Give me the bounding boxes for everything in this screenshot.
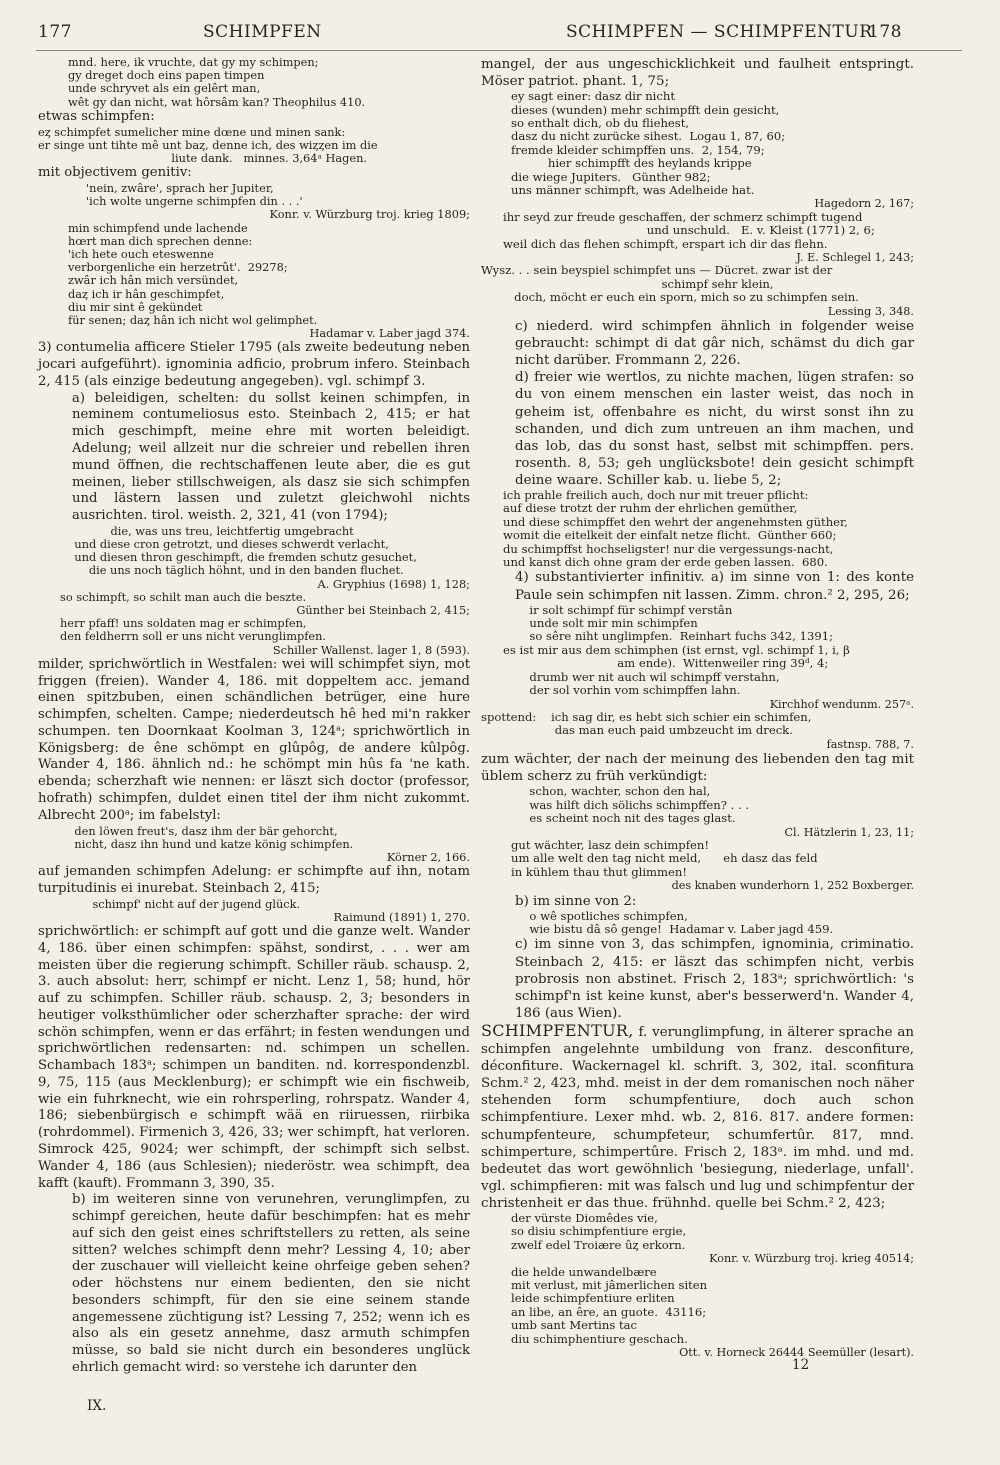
verse-line: verborgenliche ein herzetrût'. 29278; xyxy=(68,260,288,275)
header-title-right: SCHIMPFEN — SCHIMPFENTUR xyxy=(566,22,873,42)
verse-line: 'ich wolte ungerne schimpfen din . . .' xyxy=(68,194,303,209)
verse-line: wêt gy dan nicht, wat hôrsâm kan? Theophilus 410. xyxy=(68,94,366,109)
page-number-right: 178 xyxy=(868,22,902,42)
verse-line: auf diese trotzt der ruhm der ehrlichen gemüther, xyxy=(503,501,798,516)
verse-line: die, was uns treu, leichtfertig umgebracht xyxy=(60,523,354,538)
verse-line: 'ich hete ouch eteswenne xyxy=(68,246,214,261)
verse-line: schon, wachter, schon den hal, xyxy=(511,784,711,799)
verse-line: für senen; daȥ hân ich nicht wol gelimphet. xyxy=(68,312,318,327)
verse-line: dasz du nicht zurücke sihest. Logau 1, 87, 60; xyxy=(511,129,786,144)
entry-paragraph: milder, sprichwörtlich in Westfalen: wei will schimpfet siyn, mot friggen (freien). Wander 4, 186. mit doppeltem acc. jemand einen spitzbuben, einen schändlichen betrüger, eine hure schimpfen, schelten. Campe; niederdeutsch hê hed mi'n rakker schumpen. ten Doornkaat Koolman 3, 124ᵃ; sprichwörtlich in Königsberg: de êne schömpt en glûpôg, de andere kûlpôg. Wander 4, 186. ähnlich nd.: he schömpt min hûs fa 'ne kath. ebenda; scherzhaft wie nennen: er läszt sich doctor (professor, hofrath) schimpfen, duldet einen titel der ihm nicht zukommt. Albrecht 200ᵃ; im fabelstyl: xyxy=(38,656,470,823)
page-number-left: 177 xyxy=(38,22,72,42)
verse-line: so enthalt dich, ob du fliehest, xyxy=(511,116,690,130)
verse-line: ich prahle freilich auch, doch nur mit treuer pflicht: xyxy=(503,488,809,503)
verse-line: schimpf sehr klein, xyxy=(481,276,774,291)
verse-line: herr pfaff! uns soldaten mag er schimpfen, xyxy=(60,616,307,631)
verse-line: min schimpfend unde lachende xyxy=(68,220,248,235)
verse-line: weil dich das flehen schimpft, erspart ich dir das flehn. xyxy=(503,236,828,251)
verse-line: an libe, an êre, an guote. 43116; xyxy=(511,1304,707,1319)
verse-line: gut wächter, lasz dein schimpfen! xyxy=(511,837,710,852)
verse-line: und kanst dich ohne gram der erde geben lassen. 680. xyxy=(503,555,828,570)
verse-line: es ist mir aus dem schimphen (ist ernst, vgl. schimpf 1, i, β xyxy=(503,642,850,657)
entry-paragraph: 3) contumelia afficere Stieler 1795 (als zweite bedeutung neben jocari aufgeführt). ignominia adficio, probrum infero. Steinbach 2, 415 (als einzige bedeutung angegeben). vgl. schimpf 3. xyxy=(38,340,470,389)
verse-line: drumb wer nit auch wil schimpff verstahn, xyxy=(511,669,780,684)
sheet-signature: 12 xyxy=(792,1357,810,1373)
citation: J. E. Schlegel 1, 243; xyxy=(796,251,914,265)
citation: fastnsp. 788, 7. xyxy=(826,737,914,751)
verse-line: ir solt schimpf für schimpf verstân xyxy=(511,602,733,617)
entry-paragraph: a) beleidigen, schelten: du sollst keinen schimpfen, in neminem contumeliosus esto. Steinbach 2, 415; er hat mich geschimpft, meine ehre mit worten beleidigt. Adelung; weil allzeit nur die schreier und rebellen ihren mund öffnen, die rechtschaffenen leute aber, die es gut meinen, lieber stillschweigen, als dasz sie sich schimpfen und lästern lassen und zuletzt gleichwohl nichts ausrichten. tirol. weisth. 2, 321, 41 (von 1794); xyxy=(72,390,470,524)
citation: Kirchhof wendunm. 257ᵃ. xyxy=(769,697,914,711)
entry-paragraph: d) freier wie wertlos, zu nichte machen, lügen strafen: so du von einem menschen ein laster weist, das noch in geheim ist, offenbahre es nicht, du wirst sonst ihn zu schanden, und dich zum untreuen an ihm machen, und das lob, das du sonst hast, selbst mit schimpffen. pers. rosenth. 8, 53; geh unglücksbote! dein gesicht schimpft deine waare. Schiller kab. u. liebe 5, 2; xyxy=(515,370,914,488)
verse-line: diu schimphentiure geschach. xyxy=(511,1331,688,1346)
verse-line: diu mir sint ê gekündet xyxy=(68,299,203,314)
verse-line: den feldherrn soll er uns nicht verunglimpfen. xyxy=(60,629,327,644)
verse-line: eȥ schimpfet sumelicher mine dœne und minen sank: xyxy=(38,124,346,139)
entry-paragraph: b) im sinne von 2: xyxy=(515,893,637,909)
verse-line: er singe unt tihte mê unt baȥ, denne ich, des wiȥȥen im die xyxy=(38,137,378,152)
entry-paragraph: etwas schimpfen: xyxy=(38,108,155,124)
verse-line: umb sant Mertins tac xyxy=(511,1318,638,1333)
citation: Hagedorn 2, 167; xyxy=(814,197,914,211)
entry-body: f. verunglimpfung, in älterer sprache an schimpfen angelehnte umbildung von franz. desconfiture, déconfiture. Wackernagel kl. schrift. 3, 302, ital. sconfitura Schm.² 2, 423, mhd. meist in der dem romanischen noch näher stehenden form schumpfentiure, doch auch schon schimpfentiure. Lexer mhd. wb. 2, 816. 817. andere formen: schumpfenteure, schumpfeteur, schumfertûr. 817, mnd. schimperture, schimpertûre. Frisch 2, 183ᵃ. im mhd. und md. bedeutet das wort gewöhnlich 'besiegung, niederlage, unfall'. vgl. schimpfieren: mit was falsch und lug und schimpfentur der christenheit er das thue. frühnhd. quelle bei Schm.² 2, 423; xyxy=(481,1024,914,1211)
entry-paragraph: auf jemanden schimpfen Adelung: er schimpfte auf ihn, notam turpitudinis ei inurebat. Steinbach 2, 415; xyxy=(38,864,470,896)
headword: SCHIMPFENTUR, xyxy=(481,1020,634,1040)
verse-line: daȥ ich ir hân geschimpfet, xyxy=(68,286,225,301)
volume-mark: IX. xyxy=(87,1398,107,1414)
citation: A. Gryphius (1698) 1, 128; xyxy=(317,576,470,591)
verse-line: womit die eitelkeit der einfalt netze flicht. Günther 660; xyxy=(503,528,837,543)
verse-line: ey sagt einer: dasz dir nicht xyxy=(511,89,675,104)
citation: des knaben wunderhorn 1, 252 Boxberger. xyxy=(671,879,914,893)
citation: Hadamar v. Laber jagd 374. xyxy=(309,326,470,341)
entry-paragraph: sprichwörtlich: er schimpft auf gott und die ganze welt. Wander 4, 186. über einen schimpfen: spähst, sondirst, . . . wer am meisten über die regierung schimpft. Schiller räub. schausp. 2, 3. auch absolut: herr, schimpf er nicht. Lenz 1, 58; hund, hör auf zu schimpfen. Schiller räub. schausp. 2, 3; besonders in heutiger volksthümlicher oder scherzhafter sprache: der wird schön schimpfen, wenn er das erfährt; in festen wendungen und sprichwörtlichen redensarten: nd. schimpen un schellen. Schambach 183ᵃ; schimpen un banditen. nd. korrespondenzbl. 9, 75, 115 (aus Mecklenburg); er schimpft wie ein fischweib, wie ein fuhrknecht, wie ein rohrsperling, rohrspatz. Wander 4, 186; siebenbürgisch e schimpft wää en riiruessen, riirbika (rohrdommel). Firmenich 3, 426, 33; wer schimpft, hat verloren. Simrock 425, 9024; wer schimpft, der schimpft sich selbst. Wander 4, 186 (aus Schlesien); niederöstr. wea schimpft, dea kafft (kauft). Frommann 3, 390, 35. xyxy=(38,924,470,1191)
header-rule xyxy=(36,50,962,51)
verse-line: die wiege Jupiters. Günther 982; xyxy=(511,169,711,184)
verse-line: o wê spotliches schimpfen, xyxy=(511,908,688,923)
header-title-left: SCHIMPFEN xyxy=(203,22,322,42)
citation: Konr. v. Würzburg troj. krieg 40514; xyxy=(709,1252,914,1266)
right-column xyxy=(481,56,914,1359)
verse-line: in kühlem thau thut glimmen! xyxy=(511,864,688,879)
verse-line: nicht, dasz ihn hund und katze könig schimpfen. xyxy=(60,836,354,851)
verse-line: du schimpffst hochseligster! nur die vergessungs-nacht, xyxy=(503,541,834,556)
entry-paragraph: 4) substantivierter infinitiv. a) im sinne von 1: des konte Paule sein schimpfen nit lassen. Zimm. chron.² 2, 295, 26; xyxy=(515,570,914,603)
verse-line: die helde unwandelbære xyxy=(511,1264,657,1279)
left-column xyxy=(38,56,470,1377)
verse-line: mnd. here, ik vruchte, dat gy my schimpen; xyxy=(68,55,319,69)
verse-line: so schimpft, so schilt man auch die beszte. xyxy=(60,589,307,604)
verse-line: fremde kleider schimpffen uns. 2, 154, 79; xyxy=(511,142,765,157)
verse-line: wie bistu dâ sô genge! Hadamar v. Laber jagd 459. xyxy=(511,922,834,937)
verse-line: liute dank. minnes. 3,64ᵃ Hagen. xyxy=(38,150,368,165)
entry-paragraph: b) im weiteren sinne von verunehren, verunglimpfen, zu schimpf gereichen, heute dafür beschimpfen: hat es mehr auf sich den geist eines schriftstellers zu retten, als seine sitten? welches schimpft denn mehr? Lessing 4, 10; aber der zuschauer will vielleicht keine ohrfeige geben sehen? oder höchstens nur einem bedienten, den sie nicht besonders schimpft, für den sie eine seinem stande angemessene züchtigung ist? Lessing 7, 252; wenn ich es also als ein gesetz annehme, dasz armuth schimpfen müsse, so bald sie nicht durch ein besonderes unglück ehrlich gemacht wird: so verstehe ich darunter den xyxy=(72,1192,470,1375)
verse-line: ihr seyd zur freude geschaffen, der schmerz schimpft tugend xyxy=(503,209,863,224)
entry-paragraph: c) im sinne von 3, das schimpfen, ignominia, criminatio. Steinbach 2, 415: er läszt das schimpfen nicht, verbis probrosis non abstinet. Frisch 2, 183ᵃ; sprichwörtlich: 's schimpf'n ist keine kunst, aber's besserwerd'n. Wander 4, 186 (aus Wien). xyxy=(515,937,914,1021)
verse-line: und diesen thron geschimpft, die fremden schutz gesuchet, xyxy=(60,550,417,565)
verse-line: mit verlust, mit jâmerlichen siten xyxy=(511,1278,708,1292)
citation: Konr. v. Würzburg troj. krieg 1809; xyxy=(269,207,470,222)
verse-line: 'nein, zwâre', sprach her Jupiter, xyxy=(68,180,274,195)
citation: Cl. Hätzlerin 1, 23, 11; xyxy=(784,825,914,839)
verse-line: es scheint noch nit des tages glast. xyxy=(511,811,736,826)
verse-line: schimpf' nicht auf der jugend glück. xyxy=(60,896,301,911)
citation: Günther bei Steinbach 2, 415; xyxy=(296,603,470,618)
citation: Schiller Wallenst. lager 1, 8 (593). xyxy=(272,642,470,657)
verse-line: hœrt man dich sprechen denne: xyxy=(68,233,253,248)
entry-paragraph: c) niederd. wird schimpfen ähnlich in folgender weise gebraucht: schimpt di dat gâr nich, schämst du dich gar nicht darüber. Frommann 2, 226. xyxy=(515,319,914,369)
verse-line: doch, möcht er euch ein sporn, mich so zu schimpfen sein. xyxy=(481,290,859,305)
verse-line: so sêre niht unglimpfen. Reinhart fuchs 342, 1391; xyxy=(511,629,834,644)
verse-line: und diese schimpffet den wehrt der angenehmsten güther, xyxy=(503,514,848,529)
verse-line: uns männer schimpft, was Adelheide hat. xyxy=(511,183,755,198)
running-header xyxy=(0,22,1000,52)
citation: Raimund (1891) 1, 270. xyxy=(333,909,470,924)
verse-line: unde solt mir min schimpfen xyxy=(511,616,698,631)
verse-line: am ende). Wittenweiler ring 39ᵈ, 4; xyxy=(503,656,829,671)
verse-line: dieses (wunden) mehr schimpfft dein gesicht, xyxy=(511,102,780,117)
verse-line: hier schimpfft des heylands krippe xyxy=(511,156,752,171)
verse-line: Wysz. . . sein beyspiel schimpfet uns — Dücret. zwar ist der xyxy=(481,263,833,278)
verse-line: so disiu schimpfentiure ergie, xyxy=(511,1224,687,1239)
verse-line: das man euch paid umbzeucht im dreck. xyxy=(481,723,793,738)
verse-line: der vürste Diomêdes vie, xyxy=(511,1210,658,1225)
verse-line: leide schimpfentiure erliten xyxy=(511,1291,675,1306)
entry-paragraph: mit objectivem genitiv: xyxy=(38,165,192,181)
verse-line: um alle welt den tag nicht meld, eh dasz das feld xyxy=(511,851,818,866)
verse-line: gy dreget doch eins papen timpen xyxy=(68,68,265,83)
citation: Körner 2, 166. xyxy=(386,849,470,864)
citation: Ott. v. Horneck 26444 Seemüller (lesart). xyxy=(679,1346,914,1360)
verse-line: den löwen freut's, dasz ihm der bär gehorcht, xyxy=(60,823,338,838)
verse-line: zwâr ich hân mich versündet, xyxy=(68,273,239,288)
verse-line: und unschuld. E. v. Kleist (1771) 2, 6; xyxy=(503,223,875,238)
verse-line: spottend: ich sag dir, es hebt sich schier ein schimfen, xyxy=(481,709,812,724)
citation: Lessing 3, 348. xyxy=(827,304,914,318)
entry-paragraph xyxy=(481,1022,914,1212)
verse-line: der sol vorhin vom schimpffen lahn. xyxy=(511,683,741,698)
verse-line: was hilft dich sölichs schimpffen? . . . xyxy=(511,797,750,812)
verse-line: und diese cron getrotzt, und dieses schwerdt verlacht, xyxy=(60,537,389,552)
verse-line: unde schryvet als ein gelêrt man, xyxy=(68,81,261,96)
entry-paragraph: mangel, der aus ungeschicklichkeit und faulheit entspringt. Möser patriot. phant. 1, 75; xyxy=(481,57,914,90)
verse-line: die uns noch täglich höhnt, und in den banden fluchet. xyxy=(60,563,404,578)
entry-paragraph: zum wächter, der nach der meinung des liebenden den tag mit üblem scherz zu früh verkündigt: xyxy=(481,752,914,785)
verse-line: zwelf edel Troiære ûȥ erkorn. xyxy=(511,1237,686,1252)
